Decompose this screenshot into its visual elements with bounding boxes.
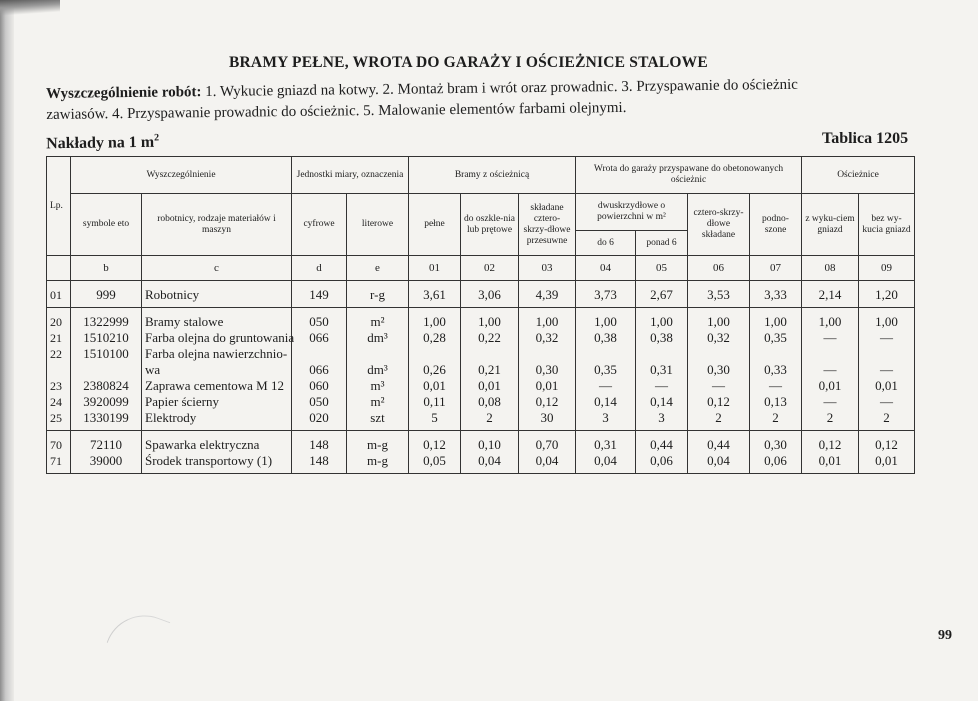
- header-ponad6: ponad 6: [636, 231, 688, 256]
- cell-value-line: 0,01: [875, 453, 898, 468]
- cell-cyfrowe-line: 020: [309, 410, 329, 425]
- column-letter: 06: [688, 256, 750, 281]
- cell-literowe-line: dm³: [367, 362, 388, 377]
- spec-line-2: zawiasów. 4. Przyspawanie prowadnic do ościeżnic. 5. Malowanie elementów farbami olejnymi.: [46, 99, 627, 123]
- cell-value-line: 0,14: [650, 394, 673, 409]
- cell-value-line: [579, 346, 632, 362]
- cell-value-line: 2: [772, 410, 779, 425]
- cell-value-line: 3,06: [478, 287, 501, 302]
- cell-value-line: 5: [431, 410, 438, 425]
- group-labour: [47, 281, 915, 308]
- cell-value-line: —: [655, 378, 669, 393]
- cell-value-line: 0,12: [423, 437, 446, 452]
- cell-value: [688, 281, 750, 308]
- cell-value-line: 0,35: [594, 362, 617, 377]
- cell-value-line: 0,01: [818, 453, 842, 468]
- cell-cyfrowe-line: 148: [309, 453, 329, 468]
- cell-value: [409, 308, 461, 431]
- header-pelne: pełne: [409, 194, 461, 256]
- cell-literowe-line: szt: [370, 410, 385, 425]
- cell-value-line: 2: [883, 410, 890, 425]
- cell-symbol-line: 1510210: [83, 330, 129, 345]
- header-czteroskrzydlowe: cztero-skrzy-dłowe składane: [688, 194, 750, 256]
- column-letter: 08: [802, 256, 859, 281]
- cell-name-line: Środek transportowy (1): [145, 453, 273, 468]
- column-letter: 09: [859, 256, 915, 281]
- cell-lp-line: 71: [50, 454, 62, 468]
- cell-value-line: 0,04: [535, 453, 559, 468]
- cell-name-line: wa: [145, 362, 161, 377]
- cell-value-line: 1,00: [707, 314, 730, 329]
- cell-value-line: 0,35: [764, 330, 787, 345]
- cell-value-line: 0,05: [423, 453, 446, 468]
- cell-symbol-line: 3920099: [83, 394, 129, 409]
- cell-name: [142, 431, 292, 474]
- column-letter: d: [292, 256, 347, 281]
- header-robotnicy: robotnicy, rodzaje materiałów i maszyn: [142, 194, 292, 256]
- cell-value-line: —: [712, 378, 726, 393]
- cell-name-line: Robotnicy: [145, 287, 200, 302]
- cell-value-line: 0,30: [707, 362, 730, 377]
- cell-cyfrowe-line: 066: [309, 362, 329, 377]
- header-wrota: Wrota do garaży przyspawane do obetonowanych ościeżnic: [576, 157, 802, 194]
- cell-symbol-line: 2380824: [83, 378, 129, 393]
- header-wyszczegolnienie: Wyszczególnienie: [71, 157, 292, 194]
- cell-name: [142, 281, 292, 308]
- cell-value-line: 3,61: [423, 287, 446, 302]
- cell-lp-line: 23: [50, 379, 62, 393]
- cell-name-line: Elektrody: [145, 410, 197, 425]
- cell-value-line: 0,26: [423, 362, 446, 377]
- cell-value: [636, 308, 688, 431]
- cell-value-line: 0,28: [423, 330, 446, 345]
- cell-value: [576, 281, 636, 308]
- cell-value-line: 0,13: [764, 394, 787, 409]
- column-letter: c: [142, 256, 292, 281]
- cell-value: [859, 308, 915, 431]
- cell-value-line: 0,32: [707, 330, 730, 345]
- cell-value-line: 0,04: [478, 453, 501, 468]
- cell-value: [576, 431, 636, 474]
- cell-value-line: 2,67: [650, 287, 673, 302]
- cell-value-line: 0,30: [764, 437, 787, 452]
- cell-value-line: 1,00: [650, 314, 673, 329]
- cell-value-line: [805, 346, 855, 362]
- cell-value-line: 1,20: [875, 287, 898, 302]
- cell-value-line: —: [823, 394, 837, 409]
- cell-value-line: 0,06: [764, 453, 787, 468]
- cell-symbol-line: [74, 362, 138, 378]
- header-cyfrowe: cyfrowe: [292, 194, 347, 256]
- cell-name-line: Bramy stalowe: [145, 314, 224, 329]
- cell-name-line: Zaprawa cementowa M 12: [145, 378, 284, 393]
- cell-value-line: 3: [602, 410, 609, 425]
- group-equipment: [47, 431, 915, 474]
- cell-symbol: [71, 308, 142, 431]
- cell-value-line: 0,31: [650, 362, 673, 377]
- page-number: 99: [938, 628, 952, 643]
- cell-value-line: 0,38: [650, 330, 673, 345]
- spec-label: Wyszczególnienie robót:: [46, 84, 202, 102]
- pencil-mark: [107, 604, 171, 661]
- cell-symbol-line: 999: [96, 287, 116, 302]
- cell-lp-line: 70: [50, 438, 62, 452]
- cell-literowe-line: m-g: [367, 437, 388, 452]
- cell-lp-line: [50, 362, 67, 378]
- cell-symbol-line: 1510100: [83, 346, 129, 361]
- scan-shadow-edge: [0, 0, 14, 701]
- cell-value-line: 0,21: [478, 362, 501, 377]
- cell-literowe-line: r-g: [370, 287, 385, 302]
- column-letter: 04: [576, 256, 636, 281]
- cell-lp-line: 20: [50, 315, 62, 329]
- table-row: [47, 308, 915, 431]
- cell-value-line: —: [880, 394, 894, 409]
- cell-value-line: 4,39: [535, 287, 559, 302]
- cell-name-line: Farba olejna nawierzchnio-: [145, 346, 288, 361]
- cell-value-line: 30: [540, 410, 554, 425]
- cell-value-line: 0,14: [594, 394, 617, 409]
- cell-value-line: 0,31: [594, 437, 617, 452]
- cell-lp: [47, 308, 71, 431]
- column-letter: 02: [461, 256, 519, 281]
- cell-value-line: 0,01: [875, 378, 898, 393]
- cell-literowe-line: m²: [370, 394, 385, 409]
- cell-name-line: Papier ścierny: [145, 394, 220, 409]
- cell-literowe-line: m³: [370, 378, 385, 393]
- cell-value-line: 0,04: [707, 453, 730, 468]
- cell-value: [461, 431, 519, 474]
- cell-cyfrowe-line: 066: [309, 330, 329, 345]
- cell-value-line: 0,30: [535, 362, 559, 377]
- cell-value: [859, 281, 915, 308]
- cell-value: [802, 431, 859, 474]
- cell-value-line: 1,00: [594, 314, 617, 329]
- cell-value-line: 2: [715, 410, 722, 425]
- cell-lp-line: 25: [50, 411, 62, 425]
- cell-value-line: 0,01: [818, 378, 842, 393]
- cell-value-line: —: [880, 330, 894, 345]
- cell-cyfrowe: [292, 431, 347, 474]
- work-specification: [46, 73, 926, 126]
- cell-value-line: —: [823, 330, 837, 345]
- column-letter: 01: [409, 256, 461, 281]
- cell-cyfrowe-line: 149: [309, 287, 329, 302]
- cell-name-line: Farba olejna do gruntowania: [145, 330, 295, 345]
- cell-value: [409, 431, 461, 474]
- scan-shadow-corner: [0, 0, 60, 16]
- cell-value: [802, 281, 859, 308]
- cell-symbol-line: 39000: [89, 453, 123, 468]
- header-jednostki: Jednostki miary, oznaczenia: [292, 157, 409, 194]
- cell-literowe-line: dm³: [367, 330, 388, 345]
- cell-value: [576, 308, 636, 431]
- header-oscieznice: Ościeżnice: [802, 157, 915, 194]
- cell-value-line: 0,12: [875, 437, 898, 452]
- header-literowe: literowe: [347, 194, 409, 256]
- naklady-heading: Nakłady na 1 $m^2$: [46, 132, 160, 153]
- cell-literowe-line: m²: [370, 314, 385, 329]
- header-oszklenia: do oszkle-nia lub prętowe: [461, 194, 519, 256]
- cell-value: [519, 281, 576, 308]
- cell-lp-line: 24: [50, 395, 62, 409]
- header-bez-wykucia: bez wy-kucia gniazd: [859, 194, 915, 256]
- cell-value: [859, 431, 915, 474]
- letter-empty: [47, 256, 71, 281]
- cell-value-line: 1,00: [423, 314, 446, 329]
- header-do6: do 6: [576, 231, 636, 256]
- cell-value-line: —: [823, 362, 837, 377]
- cell-value-line: [691, 346, 746, 362]
- cell-cyfrowe-line: 050: [309, 314, 329, 329]
- header-lp: Lp.: [47, 157, 71, 256]
- cell-cyfrowe: [292, 281, 347, 308]
- cell-value: [636, 281, 688, 308]
- cell-value: [802, 308, 859, 431]
- cell-value-line: [639, 346, 684, 362]
- cell-value-line: 3,53: [707, 287, 730, 302]
- cell-value: [461, 281, 519, 308]
- cell-lp: [47, 281, 71, 308]
- cell-value-line: 1,00: [764, 314, 787, 329]
- cell-value-line: [862, 346, 911, 362]
- cell-value: [688, 431, 750, 474]
- column-letter: 07: [750, 256, 802, 281]
- table-number: Tablica 1205: [822, 130, 909, 147]
- cell-symbol-line: 1330199: [83, 410, 129, 425]
- cell-value-line: —: [769, 378, 783, 393]
- cell-value-line: [522, 346, 572, 362]
- header-z-wykuciem: z wyku-ciem gniazd: [802, 194, 859, 256]
- cell-value-line: 0,06: [650, 453, 673, 468]
- cell-value-line: 2,14: [818, 287, 842, 302]
- column-letter: e: [347, 256, 409, 281]
- cell-value-line: 0,01: [478, 378, 501, 393]
- cell-value-line: [753, 346, 798, 362]
- spec-line-1: 1. Wykucie gniazd na kotwy. 2. Montaż bram i wrót oraz prowadnic. 3. Przyspawanie do ościeżnic: [201, 76, 798, 101]
- cell-value: [461, 308, 519, 431]
- cell-lp-line: 01: [50, 288, 62, 302]
- cell-value-line: 0,70: [535, 437, 559, 452]
- cell-value-line: 0,01: [423, 378, 446, 393]
- cell-name-line: Spawarka elektryczna: [145, 437, 260, 452]
- cell-lp-line: 22: [50, 347, 62, 361]
- header-skladane: składane cztero-skrzy-dłowe przesuwne: [519, 194, 576, 256]
- cell-value-line: —: [880, 362, 894, 377]
- cell-value-line: 0,44: [650, 437, 673, 452]
- cell-value: [519, 308, 576, 431]
- cell-cyfrowe-line: 050: [309, 394, 329, 409]
- group-materials: [47, 308, 915, 431]
- cell-value: [519, 431, 576, 474]
- cell-value-line: 0,12: [818, 437, 842, 452]
- cell-value-line: 0,10: [478, 437, 501, 452]
- cell-value-line: 1,00: [875, 314, 898, 329]
- cell-value-line: 0,22: [478, 330, 501, 345]
- cell-symbol-line: 72110: [89, 437, 123, 452]
- cell-value-line: 0,32: [535, 330, 559, 345]
- cell-value-line: 1,00: [818, 314, 842, 329]
- cell-cyfrowe: [292, 308, 347, 431]
- cell-cyfrowe-line: 148: [309, 437, 329, 452]
- cell-cyfrowe-line: 060: [309, 378, 329, 393]
- cell-literowe: [347, 281, 409, 308]
- header-bramy: Bramy z ościeżnicą: [409, 157, 576, 194]
- cell-value-line: 0,38: [594, 330, 617, 345]
- cell-literowe-line: m-g: [367, 453, 388, 468]
- page-title: BRAMY PEŁNE, WROTA DO GARAŻY I OŚCIEŻNICE STALOWE: [229, 54, 708, 71]
- cell-value-line: 0,08: [478, 394, 501, 409]
- table-row: [47, 431, 915, 474]
- column-letter: 05: [636, 256, 688, 281]
- cell-value-line: 0,04: [594, 453, 617, 468]
- header-symbole: symbole eto: [71, 194, 142, 256]
- header-podnoszone: podno-szone: [750, 194, 802, 256]
- column-letter: 03: [519, 256, 576, 281]
- cell-lp-line: 21: [50, 331, 62, 345]
- cell-value-line: 1,00: [535, 314, 559, 329]
- cell-value-line: 0,01: [535, 378, 559, 393]
- cell-name: [142, 308, 295, 431]
- cell-value-line: —: [599, 378, 613, 393]
- cell-lp: [47, 431, 71, 474]
- cell-value-line: 0,33: [764, 362, 787, 377]
- cell-value-line: 0,44: [707, 437, 730, 452]
- cell-value: [409, 281, 461, 308]
- cell-value-line: 3,33: [764, 287, 787, 302]
- cell-symbol: [71, 431, 142, 474]
- cell-symbol-line: 1322999: [83, 314, 129, 329]
- cell-value: [750, 308, 802, 431]
- norms-table: [46, 156, 914, 474]
- cell-value: [750, 431, 802, 474]
- table-row: [47, 281, 915, 308]
- cell-value-line: 0,11: [423, 394, 446, 409]
- cell-value-line: 2: [826, 410, 834, 425]
- cell-value-line: [412, 346, 457, 362]
- cell-value: [750, 281, 802, 308]
- cell-cyfrowe-line: [295, 346, 343, 362]
- cell-symbol: [71, 281, 142, 308]
- column-letter: b: [71, 256, 142, 281]
- cell-value: [636, 431, 688, 474]
- cell-value: [688, 308, 750, 431]
- cell-value-line: 2: [486, 410, 493, 425]
- cell-value-line: 0,12: [535, 394, 559, 409]
- header-dwuskrzydlowe: dwuskrzydłowe o powierzchni w m²: [576, 194, 688, 231]
- cell-literowe: [347, 308, 409, 431]
- cell-value-line: 3,73: [594, 287, 617, 302]
- cell-value-line: 0,12: [707, 394, 730, 409]
- cell-literowe-line: [350, 346, 405, 362]
- cell-value-line: 3: [658, 410, 665, 425]
- cell-literowe: [347, 431, 409, 474]
- cell-value-line: 1,00: [478, 314, 501, 329]
- cell-value-line: [464, 346, 515, 362]
